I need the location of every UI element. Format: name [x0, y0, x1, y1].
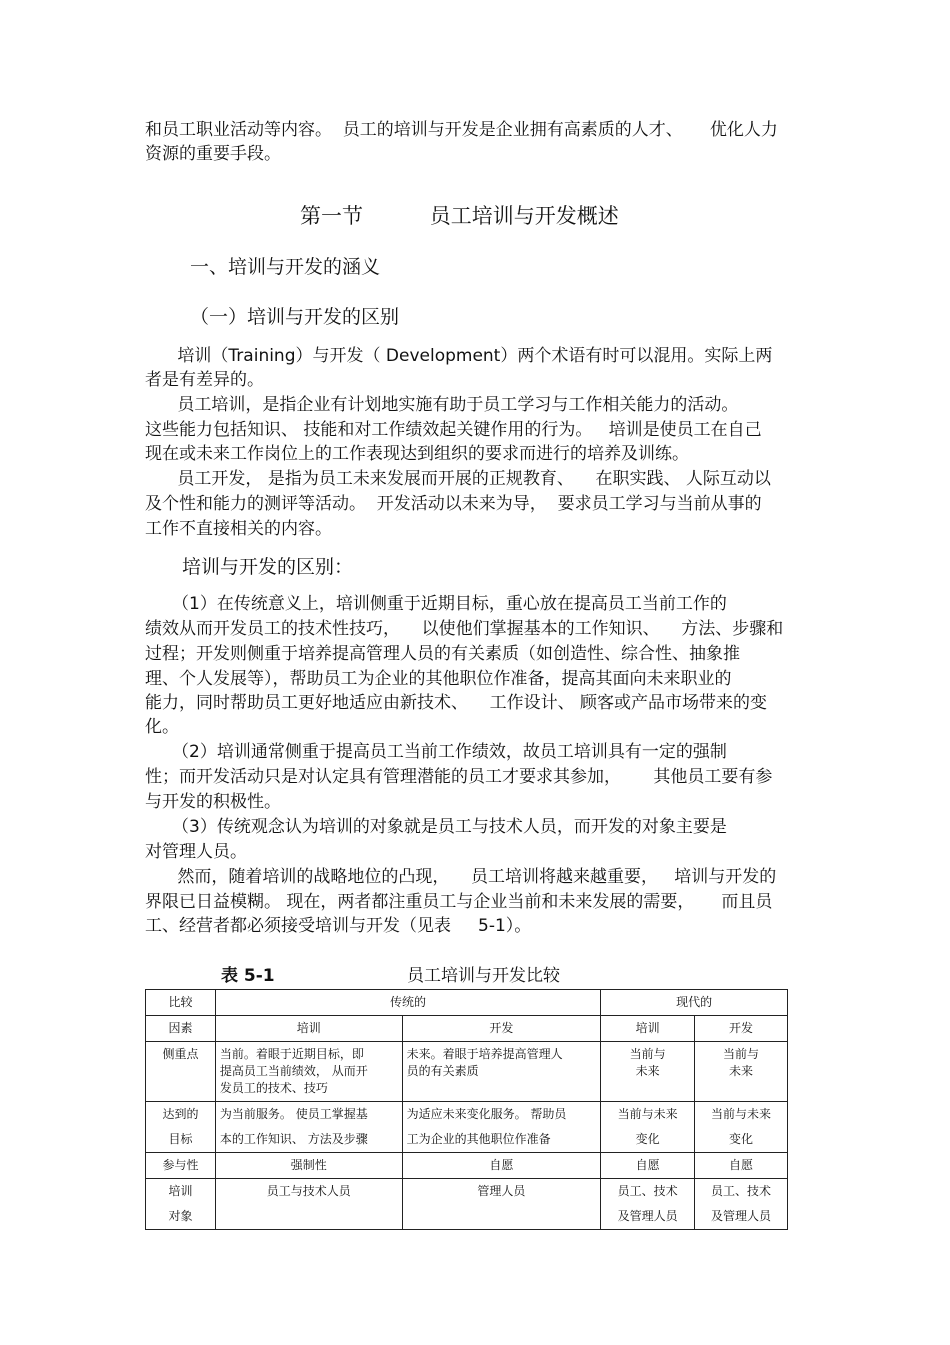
subheader-cell: 开发	[695, 1016, 788, 1042]
factor-cell: 侧重点	[146, 1042, 216, 1102]
table-cell: 自愿	[695, 1153, 788, 1179]
table-row	[146, 1179, 788, 1230]
corner-cell-bottom: 因素	[146, 1016, 216, 1042]
point-line: 界限已日益模糊。 现在，两者都注重员工与企业当前和未来发展的需要， 而且员	[145, 892, 773, 912]
point-line: 能力，同时帮助员工更好地适应由新技术、 工作设计、 顾客或产品市场带来的变	[145, 693, 768, 713]
diff-heading: 培训与开发的区别：	[182, 556, 354, 578]
point-line: 工、经营者都必须接受培训与开发（见表 5-1）。	[145, 916, 532, 936]
table-cell: 当前。着眼于近期目标，即 提高员工当前绩效， 从而开 发员工的技术、技巧	[215, 1042, 402, 1102]
table-cell: 为适应未来变化服务。 帮助员 工为企业的其他职位作准备	[402, 1102, 601, 1153]
table-cell: 当前与 未来	[601, 1042, 695, 1102]
subheader-cell: 培训	[601, 1016, 695, 1042]
subheader-cell: 培训	[215, 1016, 402, 1042]
point-line: 化。	[145, 717, 179, 737]
table-caption-label: 表 5-1	[221, 966, 275, 986]
factor-cell: 培训 对象	[146, 1179, 216, 1230]
paragraph-line: 这些能力包括知识、 技能和对工作绩效起关键作用的行为。 培训是使员工在自己	[145, 420, 762, 440]
subsection-title: 一、培训与开发的涵义	[190, 256, 381, 278]
table-row	[146, 1102, 788, 1153]
table-cell: 员工、技术 及管理人员	[601, 1179, 695, 1230]
paragraph-line: 者是有差异的。	[145, 370, 264, 390]
table-cell: 当前与未来 变化	[601, 1102, 695, 1153]
point-line: 过程；开发则侧重于培养提高管理人员的有关素质（如创造性、综合性、抽象推	[145, 644, 740, 664]
paragraph-line: 员工培训，是指企业有计划地实施有助于员工学习与工作相关能力的活动。	[145, 395, 739, 415]
group-header-traditional: 传统的	[215, 990, 600, 1016]
paragraph-line: 及个性和能力的测评等活动。 开发活动以未来为导， 要求员工学习与当前从事的	[145, 494, 762, 514]
factor-cell: 参与性	[146, 1153, 216, 1179]
table-row	[146, 1042, 788, 1102]
paragraph-line: 工作不直接相关的内容。	[145, 519, 332, 539]
point-line: （2）培训通常侧重于提高员工当前工作绩效，故员工培训具有一定的强制	[145, 742, 727, 762]
point-line: 性；而开发活动只是对认定具有管理潜能的员工才要求其参加， 其他员工要有参	[145, 767, 773, 787]
point-line: （1）在传统意义上，培训侧重于近期目标，重心放在提高员工当前工作的	[145, 594, 727, 614]
point-line: （3）传统观念认为培训的对象就是员工与技术人员，而开发的对象主要是	[145, 817, 727, 837]
table-cell: 为当前服务。 使员工掌握基 本的工作知识、 方法及步骤	[215, 1102, 402, 1153]
comparison-table	[145, 989, 788, 1230]
intro-line: 和员工职业活动等内容。 员工的培训与开发是企业拥有高素质的人才、 优化人力	[145, 120, 778, 140]
table-cell: 自愿	[402, 1153, 601, 1179]
group-header-modern: 现代的	[601, 990, 788, 1016]
paragraph-line: 现在或未来工作岗位上的工作表现达到组织的要求而进行的培养及训练。	[145, 444, 689, 464]
table-cell: 自愿	[601, 1153, 695, 1179]
paragraph-line: 员工开发， 是指为员工未来发展而开展的正规教育、 在职实践、 人际互动以	[145, 469, 771, 489]
table-row	[146, 1153, 788, 1179]
sub-subsection-title: （一）培训与开发的区别	[190, 306, 400, 328]
section-title: 第一节 员工培训与开发概述	[300, 204, 619, 228]
table-header-row	[146, 990, 788, 1016]
paragraph-line: 培训（Training）与开发（ Development）两个术语有时可以混用。实际上两	[145, 346, 773, 366]
point-line: 绩效从而开发员工的技术性技巧， 以使他们掌握基本的工作知识、 方法、步骤和	[145, 619, 784, 639]
table-cell: 当前与 未来	[695, 1042, 788, 1102]
table-cell: 员工、技术 及管理人员	[695, 1179, 788, 1230]
table-subheader-row	[146, 1016, 788, 1042]
subheader-cell: 开发	[402, 1016, 601, 1042]
table-cell: 员工与技术人员	[215, 1179, 402, 1230]
point-line: 理、个人发展等），帮助员工为企业的其他职位作准备，提高其面向未来职业的	[145, 669, 732, 689]
point-line: 与开发的积极性。	[145, 792, 281, 812]
table-caption-title: 员工培训与开发比较	[407, 966, 560, 986]
corner-cell-top: 比较	[146, 990, 216, 1016]
table-cell: 未来。着眼于培养提高管理人 员的有关素质	[402, 1042, 601, 1102]
table-cell: 当前与未来 变化	[695, 1102, 788, 1153]
table-cell: 管理人员	[402, 1179, 601, 1230]
intro-line: 资源的重要手段。	[145, 144, 281, 164]
point-line: 然而，随着培训的战略地位的凸现， 员工培训将越来越重要， 培训与开发的	[145, 867, 777, 887]
factor-cell: 达到的 目标	[146, 1102, 216, 1153]
point-line: 对管理人员。	[145, 842, 247, 862]
table-cell: 强制性	[215, 1153, 402, 1179]
